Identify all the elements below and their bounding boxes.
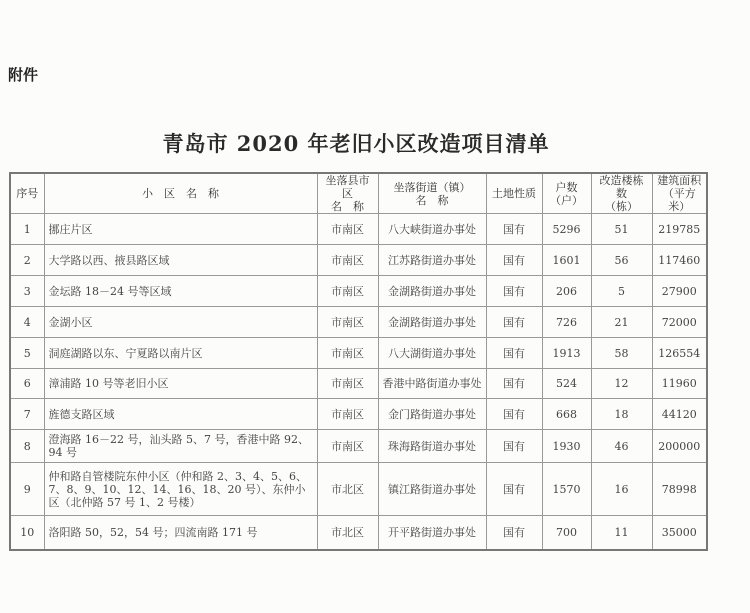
col-name-cell: 澄海路 16－22 号，汕头路 5、7 号，香港中路 92、94 号 (44, 430, 317, 463)
col-land-cell: 国有 (486, 276, 542, 307)
col-district-cell: 市北区 (317, 463, 378, 516)
document-title: 青岛市 2020 年老旧小区改造项目清单 (162, 131, 550, 156)
col-land-cell: 国有 (486, 399, 542, 430)
col-street-header: 坐落街道（镇） 名 称 (378, 173, 486, 214)
col-index-cell: 8 (10, 430, 44, 463)
col-area-cell: 126554 (652, 338, 707, 369)
col-buildings-cell: 16 (591, 463, 652, 516)
col-index-cell: 7 (10, 399, 44, 430)
col-area-header: 建筑面积 （平方米） (652, 173, 707, 214)
col-street-cell: 八大峡街道办事处 (378, 214, 486, 245)
col-buildings-cell: 5 (591, 276, 652, 307)
col-area-cell: 27900 (652, 276, 707, 307)
col-street-cell: 镇江路街道办事处 (378, 463, 486, 516)
col-name-cell: 金湖小区 (44, 307, 317, 338)
table-row (10, 307, 707, 338)
col-area-cell: 44120 (652, 399, 707, 430)
col-name-cell: 大学路以西、掖县路区域 (44, 245, 317, 276)
col-buildings-cell: 18 (591, 399, 652, 430)
col-district-cell: 市南区 (317, 338, 378, 369)
col-street-cell: 八大湖街道办事处 (378, 338, 486, 369)
col-households-cell: 206 (542, 276, 591, 307)
table-row (10, 463, 707, 516)
col-index-cell: 10 (10, 516, 44, 550)
col-district-cell: 市南区 (317, 276, 378, 307)
col-land-cell: 国有 (486, 245, 542, 276)
col-district-cell: 市南区 (317, 245, 378, 276)
col-name-cell: 漳浦路 10 号等老旧小区 (44, 369, 317, 399)
project-table (9, 172, 708, 551)
col-area-cell: 78998 (652, 463, 707, 516)
table-row (10, 338, 707, 369)
col-index-cell: 9 (10, 463, 44, 516)
col-households-cell: 1601 (542, 245, 591, 276)
col-buildings-cell: 11 (591, 516, 652, 550)
col-name-cell: 挪庄片区 (44, 214, 317, 245)
col-district-cell: 市南区 (317, 399, 378, 430)
table-row (10, 516, 707, 550)
col-district-cell: 市北区 (317, 516, 378, 550)
col-district-cell: 市南区 (317, 369, 378, 399)
col-street-cell: 金门路街道办事处 (378, 399, 486, 430)
col-district-cell: 市南区 (317, 214, 378, 245)
col-index-cell: 6 (10, 369, 44, 399)
table-row (10, 276, 707, 307)
col-households-header: 户数 （户） (542, 173, 591, 214)
col-households-cell: 1570 (542, 463, 591, 516)
col-land-cell: 国有 (486, 338, 542, 369)
col-land-cell: 国有 (486, 307, 542, 338)
col-households-cell: 524 (542, 369, 591, 399)
attachment-label: 附件 (8, 66, 39, 84)
col-area-cell: 11960 (652, 369, 707, 399)
col-index-cell: 4 (10, 307, 44, 338)
col-index-cell: 3 (10, 276, 44, 307)
col-index-cell: 5 (10, 338, 44, 369)
col-buildings-cell: 21 (591, 307, 652, 338)
col-area-cell: 219785 (652, 214, 707, 245)
col-street-cell: 金湖路街道办事处 (378, 307, 486, 338)
col-households-cell: 1913 (542, 338, 591, 369)
col-buildings-cell: 58 (591, 338, 652, 369)
col-index-cell: 2 (10, 245, 44, 276)
col-households-cell: 700 (542, 516, 591, 550)
col-households-cell: 1930 (542, 430, 591, 463)
col-name-cell: 仲和路自管楼院东仲小区（仲和路 2、3、4、5、6、7、8、9、10、12、14、16、18、20 号）、东仲小区（北仲路 57 号 1、2 号楼） (44, 463, 317, 516)
col-buildings-cell: 12 (591, 369, 652, 399)
col-buildings-cell: 51 (591, 214, 652, 245)
col-district-cell: 市南区 (317, 307, 378, 338)
col-area-cell: 200000 (652, 430, 707, 463)
table-header-row (10, 173, 707, 214)
col-name-cell: 旌德支路区域 (44, 399, 317, 430)
col-area-cell: 72000 (652, 307, 707, 338)
table-row (10, 245, 707, 276)
col-land-cell: 国有 (486, 463, 542, 516)
col-buildings-cell: 56 (591, 245, 652, 276)
table-row (10, 369, 707, 399)
col-district-cell: 市南区 (317, 430, 378, 463)
table-row (10, 430, 707, 463)
col-street-cell: 香港中路街道办事处 (378, 369, 486, 399)
col-area-cell: 117460 (652, 245, 707, 276)
col-area-cell: 35000 (652, 516, 707, 550)
col-name-header: 小 区 名 称 (44, 173, 317, 214)
col-land-cell: 国有 (486, 369, 542, 399)
col-index-cell: 1 (10, 214, 44, 245)
col-district-header: 坐落县市区 名 称 (317, 173, 378, 214)
col-households-cell: 5296 (542, 214, 591, 245)
col-land-cell: 国有 (486, 214, 542, 245)
col-street-cell: 珠海路街道办事处 (378, 430, 486, 463)
col-land-cell: 国有 (486, 516, 542, 550)
col-buildings-header: 改造楼栋数 （栋） (591, 173, 652, 214)
col-households-cell: 726 (542, 307, 591, 338)
col-buildings-cell: 46 (591, 430, 652, 463)
col-street-cell: 江苏路街道办事处 (378, 245, 486, 276)
col-index-header: 序号 (10, 173, 44, 214)
col-land-header: 土地性质 (486, 173, 542, 214)
col-name-cell: 洛阳路 50，52，54 号；四流南路 171 号 (44, 516, 317, 550)
col-land-cell: 国有 (486, 430, 542, 463)
table-row (10, 399, 707, 430)
table-row (10, 214, 707, 245)
col-name-cell: 金坛路 18－24 号等区域 (44, 276, 317, 307)
col-name-cell: 洞庭湖路以东、宁夏路以南片区 (44, 338, 317, 369)
col-households-cell: 668 (542, 399, 591, 430)
col-street-cell: 开平路街道办事处 (378, 516, 486, 550)
col-street-cell: 金湖路街道办事处 (378, 276, 486, 307)
